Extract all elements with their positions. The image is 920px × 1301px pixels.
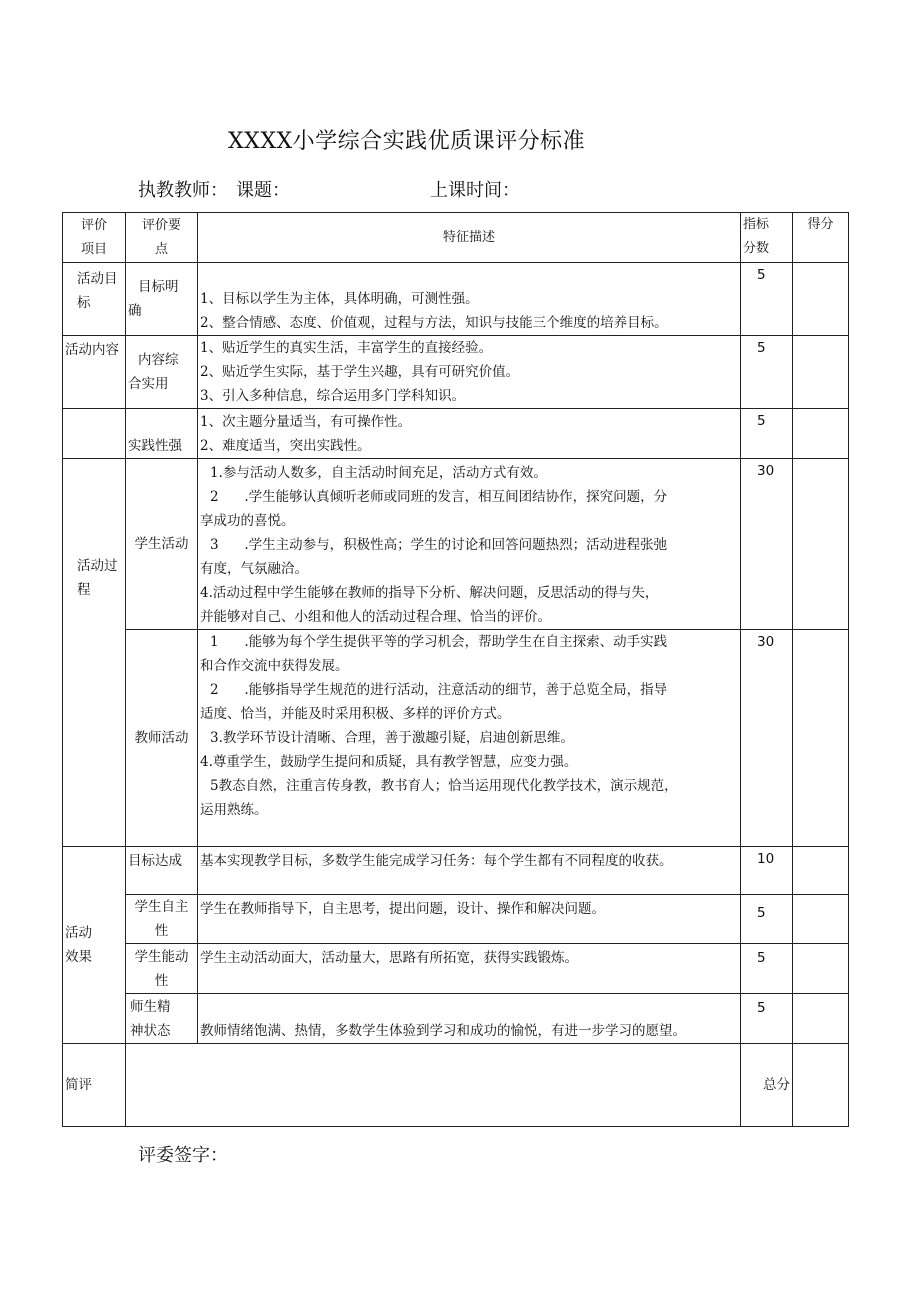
point-content: 内容综 合实用 [126,336,198,409]
desc-teacher-activity: 1 .能够为每个学生提供平等的学习机会，帮助学生在自主探索、动手实践 和合作交流中获得发展。 2 .能够指导学生规范的进行活动，注意活动的细节，善于总览全局，指导 适度、恰当，并能及时采用积极、多样的评价方式。 3.教学环节设计清晰、合理，善于激趣引疑，启迪创新思维。 4.尊重学生，鼓励学生提问和质疑，具有教学智慧，应变力强。 5教态自然，注重言传身教，教书育人；恰当运用现代化教学技术，演示规范， 运用熟练。 [198,630,741,847]
score-cell [793,459,849,630]
table-row [63,459,849,630]
topic-label: 课题： [236,180,290,201]
scoring-table [62,212,849,1127]
comment-area[interactable] [126,1044,741,1127]
point-student-activity: 学生活动 [126,459,198,630]
desc-student-initiative: 学生主动活动面大，活动量大，思路有所拓宽，获得实践锻炼。 [198,944,741,994]
table-row [63,630,849,847]
header-description: 特征描述 [198,213,741,263]
score-cell [793,630,849,847]
category-goal: 活动目 标 [63,263,126,336]
point-student-initiative: 学生能动 性 [126,944,198,994]
desc-student-activity: 1.参与活动人数多，自主活动时间充足，活动方式有效。 2 .学生能够认真倾听老师或同班的发言，相互间团结协作，探究问题，分 享成功的喜悦。 3 .学生主动参与，积极性高；学生的讨论和回答问题热烈；活动进程张弛 有度，气氛融洽。 4.活动过程中学生能够在教师的指导下分析、解决问题，反思活动的得与失， 并能够对自己、小组和他人的活动过程合理、恰当的评价。 [198,459,741,630]
comment-label: 简评 [63,1044,126,1127]
max-score-student-autonomy: 5 [741,895,793,944]
category-content-cont [63,409,126,459]
category-process: 活动过 程 [63,459,126,847]
score-cell [793,263,849,336]
teacher-label: 执教教师： [138,180,228,201]
table-row [63,895,849,944]
desc-student-autonomy: 学生在教师指导下，自主思考，提出问题，设计、操作和解决问题。 [198,895,741,944]
desc-content: 1、贴近学生的真实生活，丰富学生的直接经验。 2、贴近学生实际，基于学生兴趣，具有可研究价值。 3、引入多种信息，综合运用多门学科知识。 [198,336,741,409]
table-row [63,847,849,895]
desc-goal: 1、目标以学生为主体，具体明确，可测性强。 2、整合情感、态度、价值观，过程与方法，知识与技能三个维度的培养目标。 [198,263,741,336]
table-row [63,409,849,459]
table-row [63,994,849,1044]
point-spirit: 师生精 神状态 [126,994,198,1044]
category-effect: 活动 效果 [63,847,126,1044]
max-score-student-activity: 30 [741,459,793,630]
score-cell [793,409,849,459]
point-goal-achieved: 目标达成 [126,847,198,895]
desc-practice: 1、次主题分量适当，有可操作性。 2、难度适当，突出实践性。 [198,409,741,459]
table-row [63,263,849,336]
max-score-content: 5 [741,336,793,409]
table-row [63,1044,849,1127]
page-title: XXXX小学综合实践优质课评分标准 [228,129,586,154]
point-practice: 实践性强 [126,409,198,459]
max-score-spirit: 5 [741,994,793,1044]
point-teacher-activity: 教师活动 [126,630,198,847]
score-cell [793,994,849,1044]
header-point: 评价要 点 [126,213,198,263]
header-max-score: 指标 分数 [741,213,793,263]
table-row [63,944,849,994]
total-score-cell[interactable] [793,1044,849,1127]
header-item: 评价 项目 [63,213,126,263]
desc-goal-achieved: 基本实现教学目标，多数学生能完成学习任务：每个学生都有不同程度的收获。 [198,847,741,895]
desc-spirit: 教师情绪饱满、热情，多数学生体验到学习和成功的愉悦，有进一步学习的愿望。 [198,994,741,1044]
max-score-teacher-activity: 30 [741,630,793,847]
time-label: 上课时间： [430,180,520,201]
score-cell [793,336,849,409]
total-label: 总分 [741,1044,793,1127]
score-cell [793,847,849,895]
score-cell [793,895,849,944]
point-goal-clear: 目标明 确 [126,263,198,336]
max-score-student-initiative: 5 [741,944,793,994]
max-score-goal-achieved: 10 [741,847,793,895]
header-row [63,213,849,263]
score-cell [793,944,849,994]
max-score-practice: 5 [741,409,793,459]
category-content: 活动内容 [63,336,126,409]
point-student-autonomy: 学生自主 性 [126,895,198,944]
header-score: 得分 [793,213,849,263]
judge-signature-label: 评委签字： [138,1145,228,1166]
table-row [63,336,849,409]
max-score-goal: 5 [741,263,793,336]
